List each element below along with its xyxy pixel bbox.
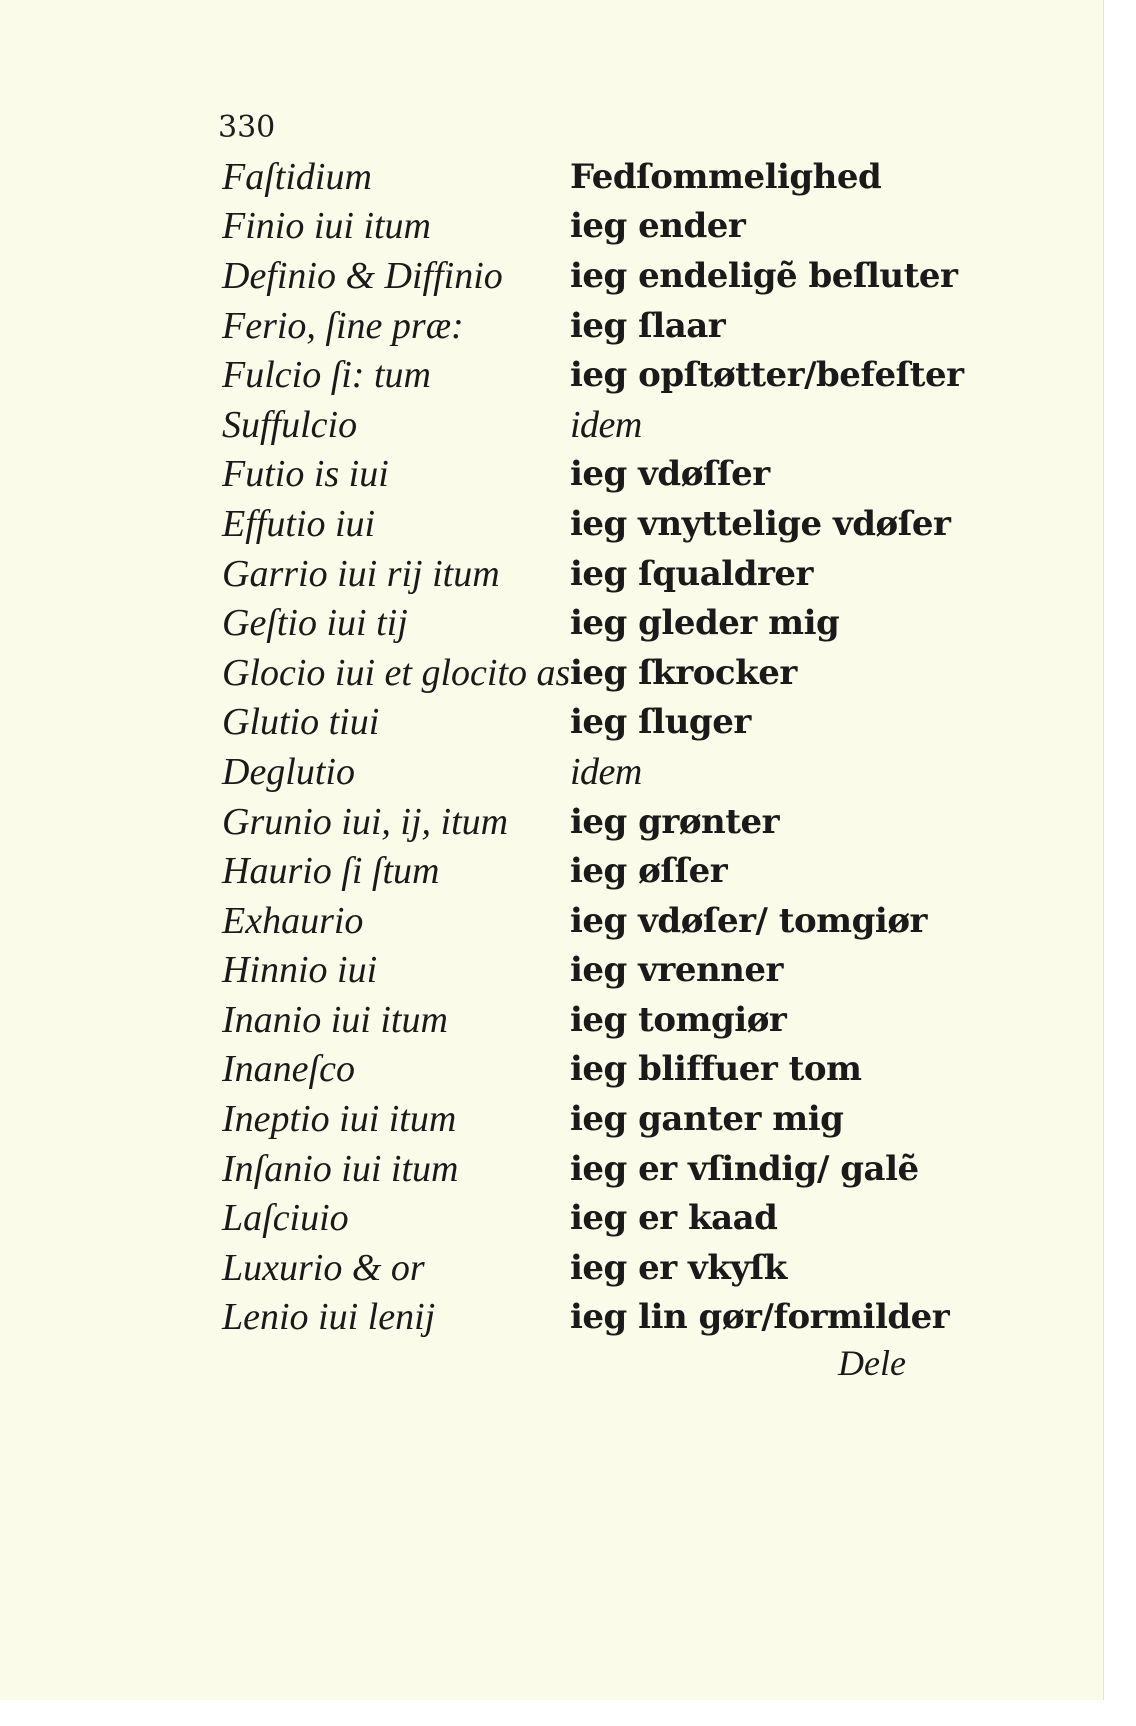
danish-translation: ieg gleder mig [570, 603, 840, 644]
danish-translation: ieg ſlaar [570, 305, 726, 346]
latin-term: Luxurio & or [222, 1246, 425, 1289]
latin-term: Definio & Diffinio [222, 254, 503, 297]
glossary-entry [222, 846, 930, 896]
danish-translation: ieg opſtøtter/befeſter [570, 355, 964, 396]
glossary-entry [222, 251, 958, 301]
danish-translation: idem [570, 750, 642, 793]
danish-translation: ieg vrenner [570, 950, 783, 991]
latin-term: Hinnio iui [222, 949, 378, 992]
glossary-entry [222, 499, 951, 549]
danish-translation: idem [570, 403, 642, 446]
glossary-entry [222, 1243, 930, 1293]
danish-translation: ieg vdøſer/ tomgiør [570, 900, 927, 941]
glossary-entry [222, 549, 930, 599]
danish-translation: ieg ſkrocker [570, 652, 797, 693]
latin-term: Ineptio iui itum [222, 1098, 457, 1141]
danish-translation: ieg vnyttelige vdøſer [570, 503, 951, 544]
glossary-entry [222, 1293, 950, 1343]
latin-term: Ferio, ſine præ: [222, 304, 464, 347]
latin-term: Suffulcio [222, 403, 358, 446]
danish-translation: ieg bliffuer tom [570, 1049, 862, 1090]
latin-term: Faſtidium [222, 155, 372, 198]
danish-translation: ieg er vkyſk [570, 1247, 787, 1288]
latin-term: Garrio iui rij itum [222, 552, 500, 595]
latin-term: Geſtio iui tij [222, 602, 408, 645]
glossary-entry [222, 400, 930, 450]
danish-translation: ieg ſqualdrer [570, 553, 813, 594]
danish-translation: Fedſommelighed [570, 156, 882, 197]
latin-term: Lenio iui lenij [222, 1296, 436, 1339]
latin-term: Deglutio [222, 750, 355, 793]
latin-term: Effutio iui [222, 502, 376, 545]
glossary-entry [222, 598, 930, 648]
danish-translation: ieg er kaad [570, 1198, 778, 1239]
latin-term: Haurio ſi ſtum [222, 850, 440, 893]
glossary-entry [222, 648, 930, 698]
glossary-entry [222, 946, 930, 996]
danish-translation: ieg ender [570, 206, 746, 247]
glossary-entry [222, 797, 930, 847]
latin-term: Inſanio iui itum [222, 1147, 459, 1190]
glossary-entry [222, 747, 930, 797]
latin-term: Glutio tiui [222, 701, 380, 744]
danish-translation: ieg grønter [570, 801, 779, 842]
glossary-entries [222, 152, 964, 1342]
danish-translation: ieg tomgiør [570, 999, 787, 1040]
glossary-entry [222, 698, 930, 748]
glossary-entry [222, 1045, 930, 1095]
latin-term: Fulcio ſi: tum [222, 354, 431, 397]
latin-term: Exhaurio [222, 899, 364, 942]
page-number: 330 [218, 110, 276, 145]
glossary-entry [222, 152, 930, 202]
latin-term: Finio iui itum [222, 205, 431, 248]
glossary-entry [222, 301, 930, 351]
glossary-entry [222, 1193, 930, 1243]
danish-translation: ieg vdøſſer [570, 454, 770, 495]
danish-translation: ieg ſluger [570, 702, 751, 743]
latin-term: Inanio iui itum [222, 998, 448, 1041]
latin-term: Grunio iui, ij, itum [222, 800, 509, 843]
glossary-entry [222, 1144, 930, 1194]
glossary-entry [222, 202, 930, 252]
danish-translation: ieg er vſindig/ galẽ [570, 1148, 919, 1189]
glossary-entry [222, 1094, 930, 1144]
danish-translation: ieg endeligẽ beſluter [570, 255, 958, 296]
glossary-entry [222, 995, 930, 1045]
catchword: Dele [838, 1343, 906, 1383]
glossary-entry [222, 450, 930, 500]
glossary-entry [222, 896, 930, 946]
latin-term: Glocio iui et glocito as [222, 651, 571, 694]
danish-translation: ieg ganter mig [570, 1099, 844, 1140]
glossary-entry [222, 350, 964, 400]
latin-term: Futio is iui [222, 453, 389, 496]
danish-translation: ieg øſſer [570, 851, 728, 892]
latin-term: Inaneſco [222, 1048, 355, 1091]
latin-term: Laſciuio [222, 1197, 349, 1240]
danish-translation: ieg lin gør/formilder [570, 1297, 950, 1338]
